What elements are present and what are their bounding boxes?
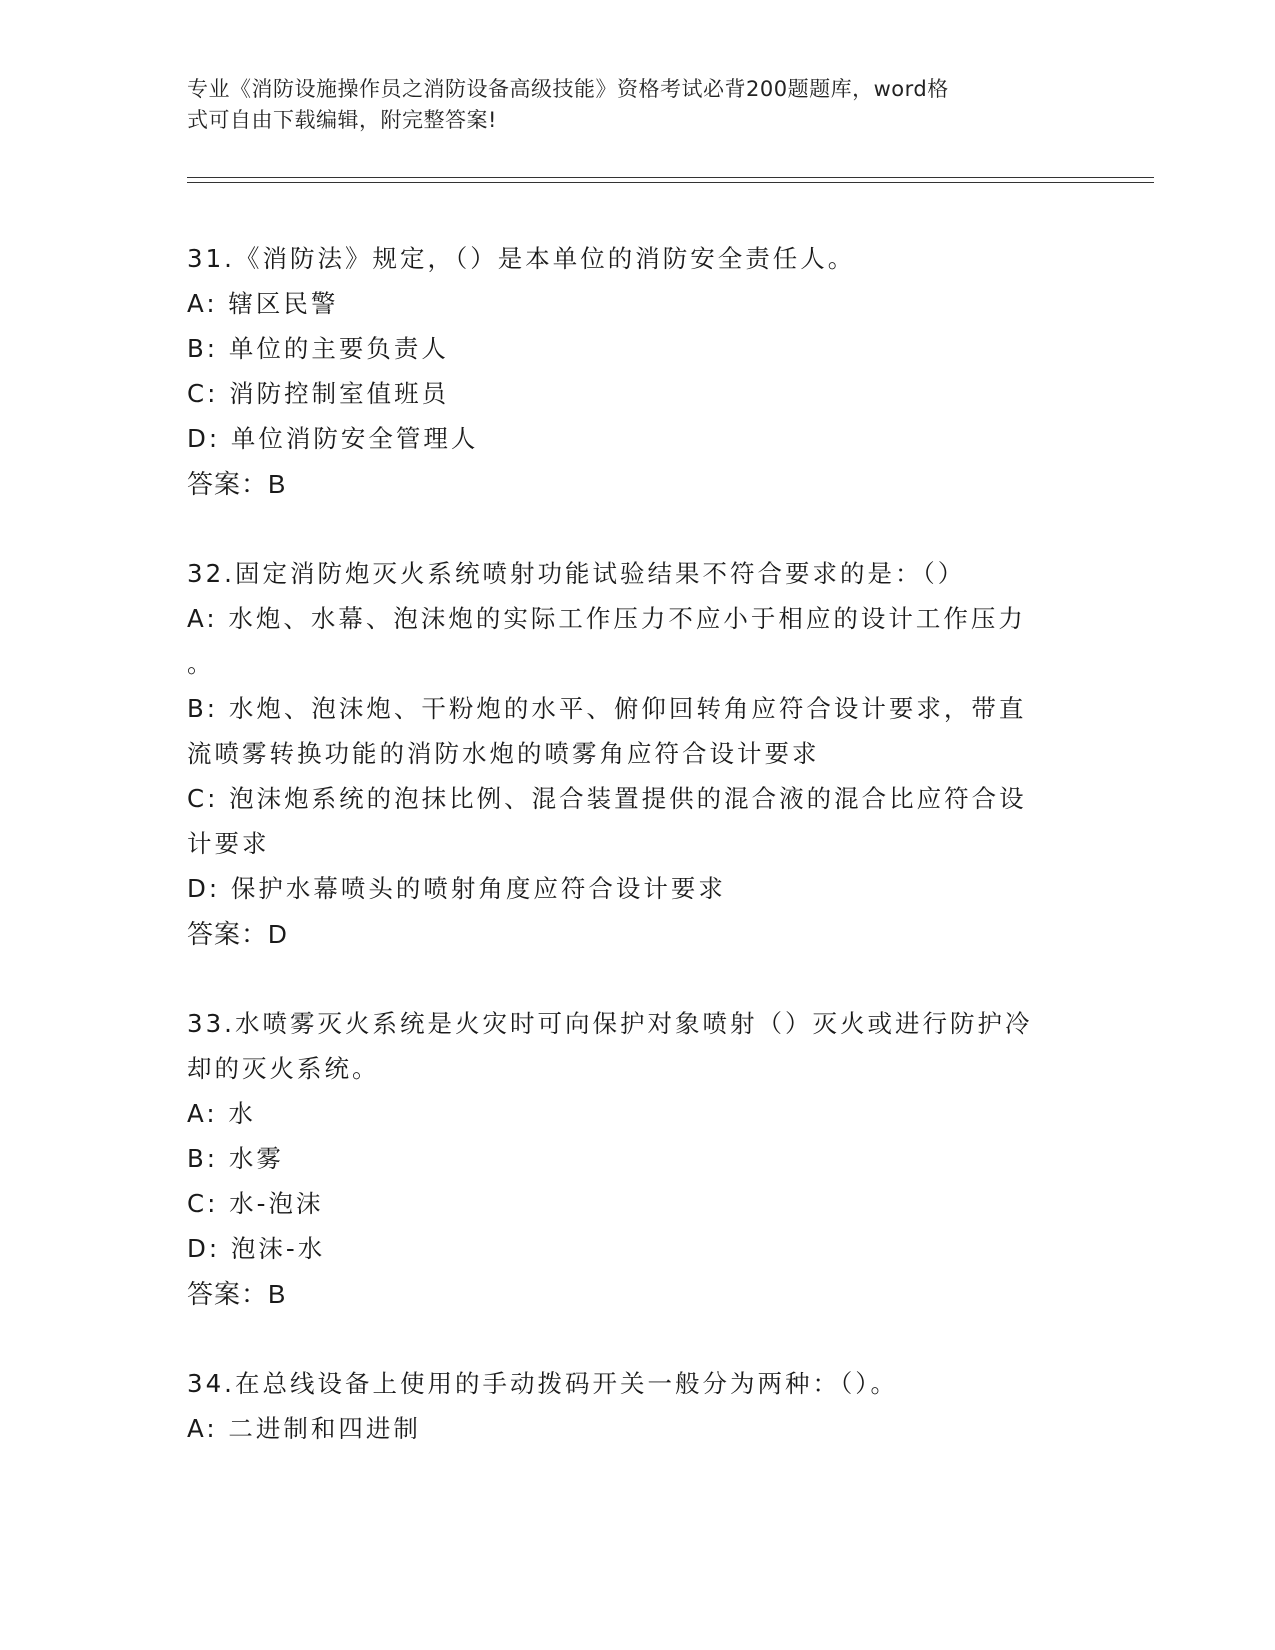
question-32 [187, 551, 1087, 957]
question-stem: 31.《消防法》规定，（）是本单位的消防安全责任人。 [187, 244, 856, 273]
question-list [187, 236, 1087, 1451]
option-a: A: 水 [187, 1099, 256, 1128]
option-a-continued: 。 [187, 649, 215, 678]
option-b: B: 单位的主要负责人 [187, 334, 449, 363]
header-line-1: 专业《消防设施操作员之消防设备高级技能》资格考试必背200题题库，word格 [187, 77, 949, 101]
answer-line: 答案：D [187, 919, 288, 949]
question-33 [187, 1001, 1087, 1317]
document-header [187, 74, 1067, 136]
option-d: D: 保护水幕喷头的喷射角度应符合设计要求 [187, 874, 726, 903]
question-stem: 33.水喷雾灭火系统是火灾时可向保护对象喷射（）灭火或进行防护冷 [187, 1009, 1033, 1038]
option-d: D: 单位消防安全管理人 [187, 424, 479, 453]
answer-line: 答案：B [187, 1279, 287, 1309]
question-31 [187, 236, 1087, 507]
option-a: A: 水炮、水幕、泡沫炮的实际工作压力不应小于相应的设计工作压力 [187, 604, 1026, 633]
option-c-continued: 计要求 [187, 829, 270, 858]
question-34 [187, 1361, 1087, 1451]
header-line-2: 式可自由下载编辑，附完整答案! [187, 108, 497, 132]
option-b-continued: 流喷雾转换功能的消防水炮的喷雾角应符合设计要求 [187, 739, 820, 768]
header-divider-bottom [187, 182, 1154, 183]
option-c: C: 泡沫炮系统的泡抹比例、混合装置提供的混合液的混合比应符合设 [187, 784, 1027, 813]
answer-line: 答案：B [187, 469, 287, 499]
question-stem: 32.固定消防炮灭火系统喷射功能试验结果不符合要求的是：（） [187, 559, 966, 588]
option-b: B: 水炮、泡沫炮、干粉炮的水平、俯仰回转角应符合设计要求，带直 [187, 694, 1027, 723]
header-divider-top [187, 177, 1154, 178]
option-a: A: 二进制和四进制 [187, 1414, 421, 1443]
option-d: D: 泡沫-水 [187, 1234, 326, 1263]
question-stem-continued: 却的灭火系统。 [187, 1054, 380, 1083]
option-a: A: 辖区民警 [187, 289, 339, 318]
option-c: C: 水-泡沫 [187, 1189, 324, 1218]
option-b: B: 水雾 [187, 1144, 284, 1173]
option-c: C: 消防控制室值班员 [187, 379, 450, 408]
question-stem: 34.在总线设备上使用的手动拨码开关一般分为两种：（）。 [187, 1369, 898, 1398]
